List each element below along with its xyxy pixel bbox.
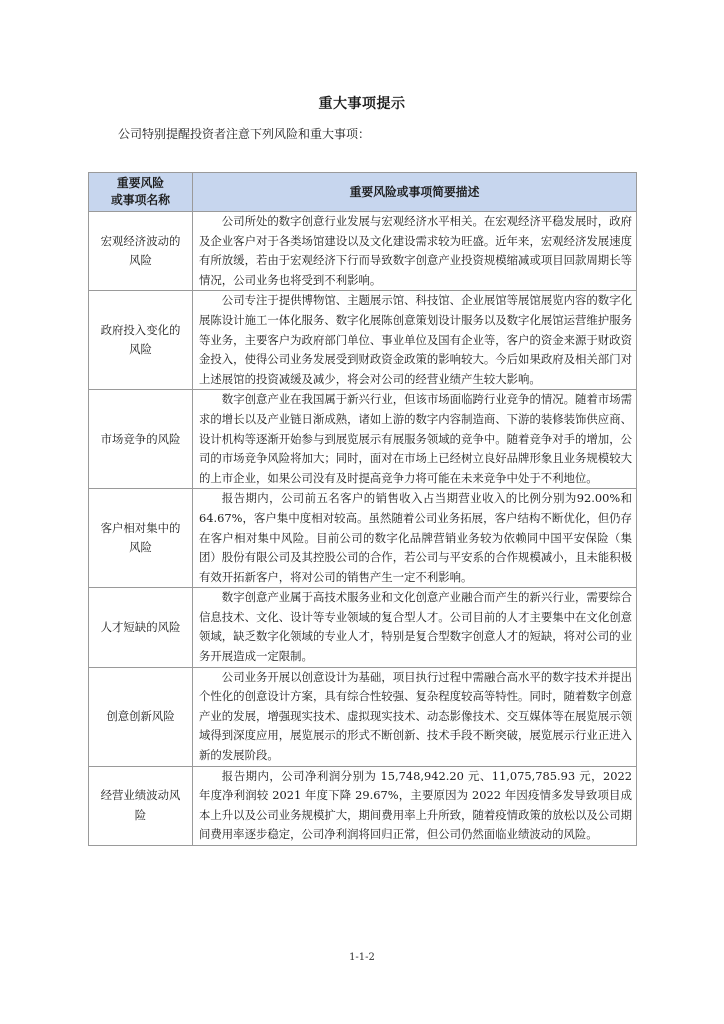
risk-table xyxy=(88,172,637,846)
risk-description: 数字创意产业属于高技术服务业和文化创意产业融合而产生的新兴行业，需要综合信息技术、文化、设计等专业领域的复合型人才。公司目前的人才主要集中在文化创意领域，缺乏数字化领域的专业人才，特别是复合型数字创意人才的短缺，将对公司的业务开展造成一定限制。 xyxy=(193,588,637,667)
header-risk-name-line2: 或事项名称 xyxy=(111,193,170,207)
risk-name: 人才短缺的风险 xyxy=(89,588,193,667)
risk-name: 市场竞争的风险 xyxy=(89,390,193,489)
risk-description: 报告期内，公司净利润分别为 15,748,942.20 元、11,075,785.93 元，2022年度净利润较 2021 年度下降 29.67%，主要原因为 2022 年因疫情多发导致项目成本上升以及公司业务规模扩大，期间费用率上升所致，随着疫情政策的放松以及公司期间费用率逐步稳定，公司净利润将回归正常，但公司仍然面临业绩波动的风险。 xyxy=(193,766,637,845)
table-row xyxy=(89,212,637,291)
risk-description: 报告期内，公司前五名客户的销售收入占当期营业收入的比例分别为92.00%和64.67%，客户集中度相对较高。虽然随着公司业务拓展，客户结构不断优化，但仍存在客户相对集中风险。目前公司的数字化品牌营销业务较为依赖同中国平安保险（集团）股份有限公司及其控股公司的合作，若公司与平安系的合作规模减小，且未能积极有效开拓新客户，将对公司的销售产生一定不利影响。 xyxy=(193,489,637,588)
table-header-row xyxy=(89,173,637,212)
risk-name: 宏观经济波动的风险 xyxy=(89,212,193,291)
table-row xyxy=(89,588,637,667)
risk-description: 数字创意产业在我国属于新兴行业，但该市场面临跨行业竞争的情况。随着市场需求的增长以及产业链日渐成熟，诸如上游的数字内容制造商、下游的装修装饰供应商、设计机构等逐渐开始参与到展览展示有展服务领域的竞争中。随着竞争对手的增加，公司的市场竞争风险将加大；同时，面对在市场上已经树立良好品牌形象且业务规模较大的上市企业，如果公司没有及时提高竞争力将可能在未来竞争中处于不利地位。 xyxy=(193,390,637,489)
risk-description: 公司所处的数字创意行业发展与宏观经济水平相关。在宏观经济平稳发展时，政府及企业客户对于各类场馆建设以及文化建设需求较为旺盛。近年来，宏观经济发展速度有所放缓，若由于宏观经济下行而导致数字创意产业投资规模缩减或项目回款周期长等情况，公司业务也将受到不利影响。 xyxy=(193,212,637,291)
table-row xyxy=(89,291,637,390)
table-row xyxy=(89,667,637,766)
intro-paragraph: 公司特别提醒投资者注意下列风险和重大事项： xyxy=(118,127,371,141)
risk-name: 客户相对集中的风险 xyxy=(89,489,193,588)
header-risk-description: 重要风险或事项简要描述 xyxy=(193,173,637,212)
page-title: 重大事项提示 xyxy=(318,96,406,112)
risk-name: 经营业绩波动风险 xyxy=(89,766,193,845)
table-row xyxy=(89,489,637,588)
page-number: 1-1-2 xyxy=(349,952,375,963)
table-row xyxy=(89,390,637,489)
risk-description: 公司业务开展以创意设计为基础，项目执行过程中需融合高水平的数字技术并提出个性化的创意设计方案，具有综合性较强、复杂程度较高等特性。同时，随着数字创意产业的发展，增强现实技术、虚拟现实技术、动态影像技术、交互媒体等在展览展示领域得到深度应用，展览展示的形式不断创新、技术手段不断突破，展览展示行业正进入新的发展阶段。 xyxy=(193,667,637,766)
header-risk-name-line1: 重要风险 xyxy=(116,176,165,190)
risk-description: 公司专注于提供博物馆、主题展示馆、科技馆、企业展馆等展馆展览内容的数字化展陈设计施工一体化服务、数字化展陈创意策划设计服务以及数字化展馆运营维护服务等业务，主要客户为政府部门单位、事业单位及国有企业等，客户的资金来源于财政资金投入，使得公司业务发展受到财政资金政策的影响较大。今后如果政府及相关部门对上述展馆的投资减缓及减少，将会对公司的经营业绩产生较大影响。 xyxy=(193,291,637,390)
risk-name: 创意创新风险 xyxy=(89,667,193,766)
table-row xyxy=(89,766,637,845)
header-risk-name xyxy=(89,173,193,212)
risk-name: 政府投入变化的风险 xyxy=(89,291,193,390)
